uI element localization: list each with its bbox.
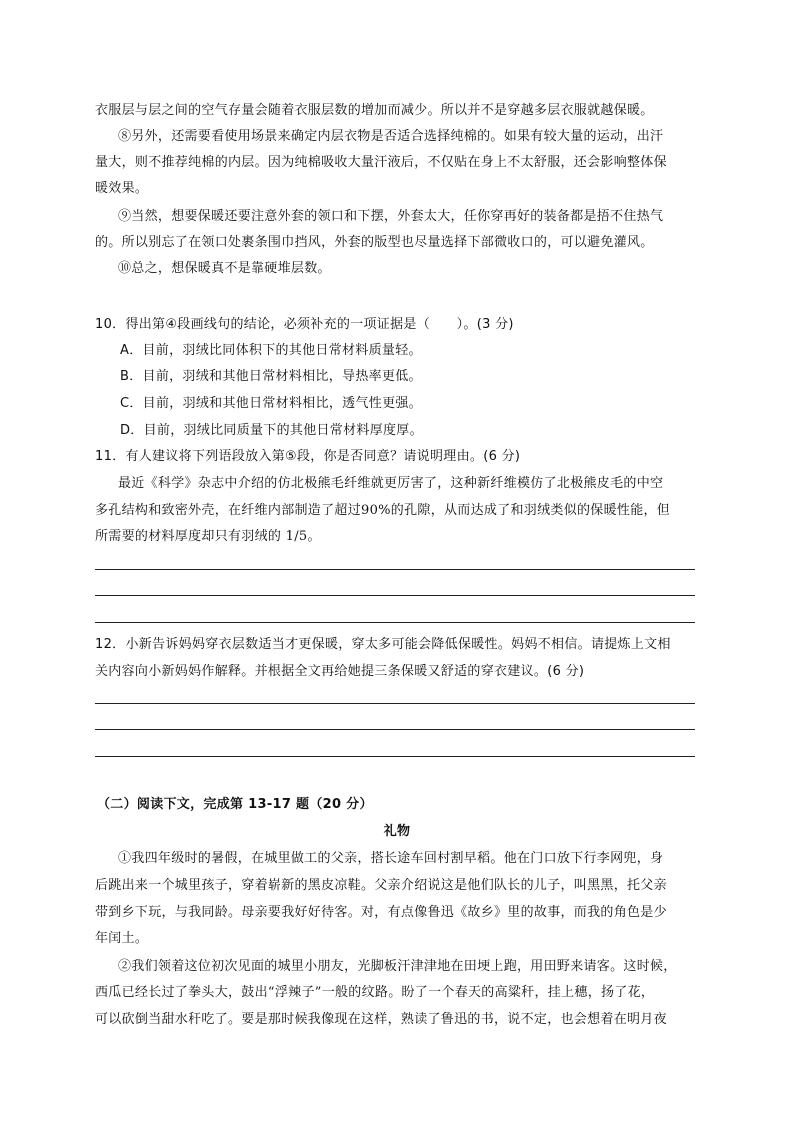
story-paragraph-2-line-3: 可以砍倒当甜水秆吃了。要是那时候我像现在这样，熟读了鲁迅的书，说不定，也会想着在明月夜 (95, 1012, 667, 1027)
question-11-answer-line-2[interactable] (95, 595, 695, 596)
question-11-excerpt-line-2: 多孔结构和致密外壳，在纤维内部制造了超过90%的孔隙，从而达成了和羽绒类似的保暖性能，但 (95, 503, 671, 518)
paragraph-8-line-3: 暖效果。 (95, 181, 149, 196)
question-11-excerpt-line-3: 所需要的材料厚度却只有羽绒的 1/5。 (95, 529, 321, 544)
story-paragraph-1-line-3: 带到乡下玩，与我同龄。母亲要我好好待客。对，有点像鲁迅《故乡》里的故事，而我的角色是少 (95, 905, 667, 920)
question-10-option-d[interactable]: D．目前，羽绒比同质量下的其他日常材料厚度厚。 (120, 423, 423, 438)
question-10-option-a[interactable]: A．目前，羽绒比同体积下的其他日常材料质量轻。 (120, 343, 422, 358)
paragraph-8-line-1: ⑧另外，还需要看使用场景来确定内层衣物是否适合选择纯棉的。如果有较大量的运动，出汗 (118, 129, 664, 144)
story-paragraph-2-line-1: ②我们领着这位初次见面的城里小朋友，光脚板汗津津地在田埂上跑，用田野来请客。这时候， (118, 959, 677, 974)
story-paragraph-1-line-1: ①我四年级时的暑假，在城里做工的父亲，搭长途车回村割早稻。他在门口放下行李网兜，身 (118, 851, 664, 866)
paragraph-10: ⑩总之，想保暖真不是靠硬堆层数。 (118, 261, 331, 276)
question-10-option-c[interactable]: C．目前，羽绒和其他日常材料相比，透气性更强。 (120, 396, 422, 411)
paragraph-9-line-1: ⑨当然，想要保暖还要注意外套的领口和下摆，外套太大，任你穿再好的装备都是捂不住热气 (118, 209, 664, 224)
question-10-option-b[interactable]: B．目前，羽绒和其他日常材料相比，导热率更低。 (120, 369, 422, 384)
question-12-stem-line-1: 12．小新告诉妈妈穿衣层数适当才更保暖，穿太多可能会降低保暖性。妈妈不相信。请提炼上文相 (95, 637, 671, 652)
question-10-stem: 10．得出第④段画线句的结论，必须补充的一项证据是（ ）。(3 分) (95, 317, 514, 332)
story-paragraph-2-line-2: 西瓜已经长过了拳头大，鼓出“浮辣子”一般的纹路。盼了一个春天的高粱秆，挂上穗，扬了花， (95, 985, 655, 1000)
section-2-heading: （二）阅读下文，完成第 13-17 题（20 分） (97, 797, 373, 812)
question-12-answer-line-3[interactable] (95, 756, 695, 757)
question-12-answer-line-2[interactable] (95, 729, 695, 730)
story-paragraph-1-line-4: 年闰土。 (95, 931, 149, 946)
question-12-answer-line-1[interactable] (95, 703, 695, 704)
question-11-stem: 11．有人建议将下列语段放入第⑤段，你是否同意？请说明理由。(6 分) (95, 449, 521, 464)
paragraph-8-line-2: 量大，则不推荐纯棉的内层。因为纯棉吸收大量汗液后，不仅贴在身上不太舒服，还会影响整体保 (95, 155, 667, 170)
paragraph-9-line-2: 的。所以别忘了在领口处裹条围巾挡风，外套的版型也尽量选择下部微收口的，可以避免灌风。 (95, 235, 654, 250)
story-title: 礼物 (383, 824, 411, 839)
question-11-excerpt-line-1: 最近《科学》杂志中介绍的仿北极熊毛纤维就更厉害了，这种新纤维模仿了北极熊皮毛的中空 (118, 476, 664, 491)
passage-line: 衣服层与层之间的空气存量会随着衣服层数的增加而减少。所以并不是穿越多层衣服就越保暖。 (95, 103, 654, 118)
story-paragraph-1-line-2: 后跳出来一个城里孩子，穿着崭新的黑皮凉鞋。父亲介绍说这是他们队长的儿子，叫黑黑，托父亲 (95, 878, 667, 893)
question-11-answer-line-1[interactable] (95, 569, 695, 570)
question-11-answer-line-3[interactable] (95, 622, 695, 623)
question-12-stem-line-2: 关内容向小新妈妈作解释。并根据全文再给她提三条保暖又舒适的穿衣建议。(6 分) (95, 664, 585, 679)
